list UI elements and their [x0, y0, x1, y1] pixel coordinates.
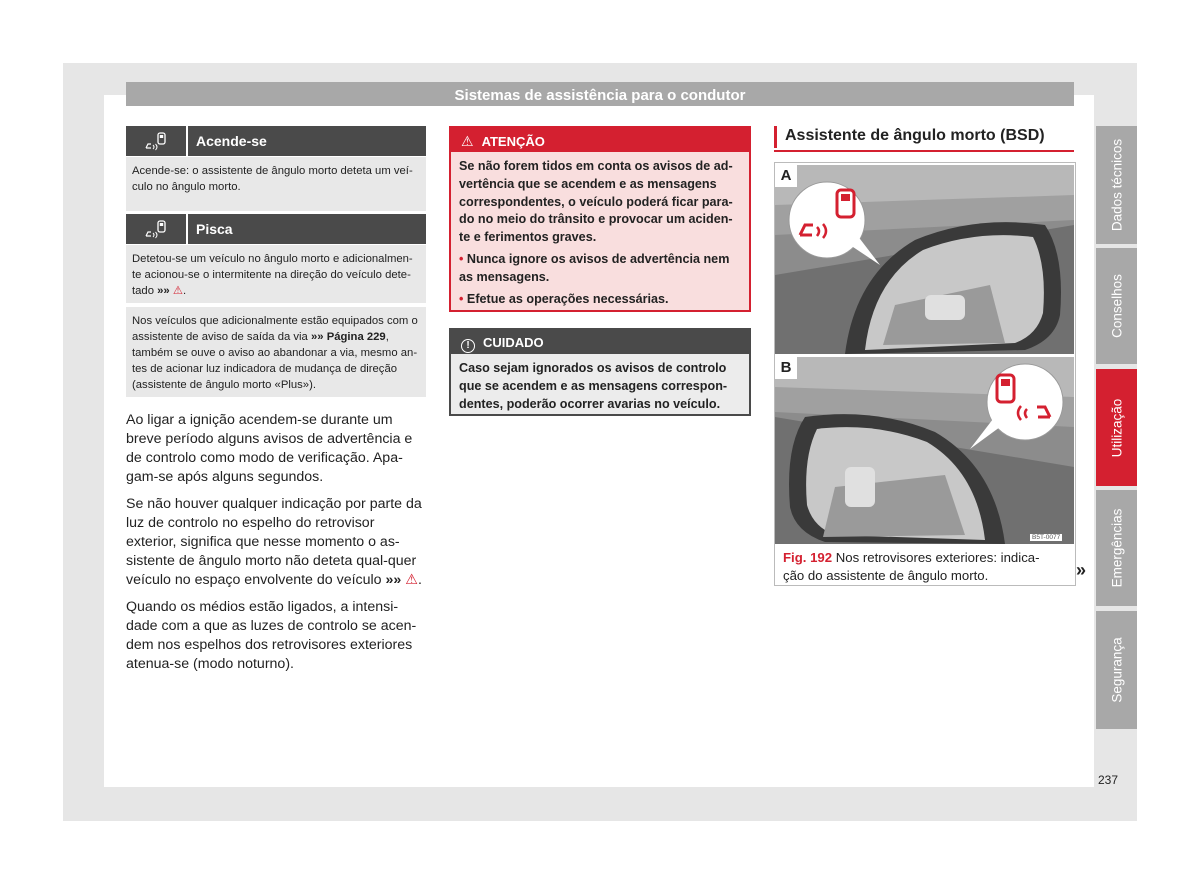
period: . [417, 572, 422, 588]
indicator-desc-blink-text: Detetou-se um veículo no ângulo morto e adicionalmen-te acionou-se o intermitente na direção do veículo dete-tado [132, 253, 413, 297]
tab-label: Conselhos [1109, 274, 1124, 338]
indicator-desc-blink [126, 245, 426, 303]
warning-bullet [459, 291, 741, 309]
section-title: Assistente de ângulo morto (BSD) [774, 126, 1085, 148]
warning-ref-icon: ⚠ [405, 572, 418, 588]
page-link[interactable]: »» Página 229 [310, 331, 386, 343]
reference-arrows: »» [157, 285, 170, 297]
indicator-header-lit [126, 126, 426, 156]
figure-label-a: A [775, 165, 797, 187]
tab-utilizacao[interactable] [1096, 369, 1137, 486]
mirror-photo-b [775, 357, 1074, 544]
page-number: 237 [1098, 773, 1119, 787]
tab-dados-tecnicos[interactable] [1096, 126, 1137, 244]
tab-label: Utilização [1109, 398, 1124, 457]
caution-header [451, 330, 749, 354]
indicator-title-lit: Acende-se [196, 133, 267, 149]
note-text-b: , também se ouve o aviso ao abandonar a via, mesmo an-tes de acionar luz indicadora de mudança de direção (assistente de ângulo morto «Plus»). [132, 331, 418, 391]
bullet-icon: • [459, 291, 464, 306]
warning-ref-icon: ⚠ [172, 285, 183, 297]
figure-code: B5T-0077 [1032, 534, 1061, 541]
indicator-title-blink: Pisca [196, 221, 233, 237]
paragraph-1: Ao ligar a ignição acendem-se durante um breve período alguns avisos de advertência e de controlo como modo de verificação. Apa-gam-se após alguns segundos. [126, 412, 413, 485]
bullet-icon: • [459, 251, 464, 266]
warning-icon: ⚠ [461, 133, 474, 149]
body-text [126, 411, 426, 682]
tab-label: Dados técnicos [1109, 138, 1124, 232]
warning-text: Se não forem tidos em conta os avisos de ad-vertência que se acendem e as mensagens correspondentes, o veículo poderá ficar para-do no meio do trânsito e provocar um aciden-te e ferimentos graves. [459, 159, 733, 245]
period: . [183, 285, 187, 297]
tab-conselhos[interactable] [1096, 248, 1137, 364]
warning-header [451, 128, 749, 152]
figure-caption [783, 549, 1059, 584]
caution-text: Caso sejam ignorados os avisos de controlo que se acendem e as mensagens correspon-dentes, poderão ocorrer avarias no veículo. [459, 361, 728, 411]
mirror-photo-a [775, 165, 1074, 354]
caution-icon: ! [461, 339, 475, 353]
continue-arrow: » [1076, 560, 1087, 580]
indicator-desc-lit: Acende-se: o assistente de ângulo morto deteta um veí-culo no ângulo morto. [126, 157, 426, 211]
section-divider [774, 150, 1074, 152]
tab-emergencias[interactable] [1096, 490, 1137, 606]
indicator-note [126, 307, 426, 397]
warning-box [449, 126, 751, 312]
blind-spot-lit-icon [126, 126, 188, 156]
caution-box [449, 328, 751, 416]
note-text-a: Nos veículos que adicionalmente estão equipados com o assistente de aviso de saída da via [132, 315, 418, 343]
paragraph-3: Quando os médios estão ligados, a intensi-dade com a que as luzes de controlo se acen-dem nos espelhos dos retrovisores exteriores atenua-se (modo noturno). [126, 599, 417, 672]
blind-spot-blink-icon [126, 214, 188, 244]
reference-arrows: »» [385, 572, 402, 588]
warning-bullet [459, 251, 741, 287]
warning-body [451, 152, 749, 308]
paragraph-2-text: Se não houver qualquer indicação por parte da luz de controlo no espelho do retrovisor exterior, significa que nesse momento o as-sistente de ângulo morto não deteta qual-quer veículo no espaço envolvente do veículo [126, 496, 422, 588]
figure-label-b: B [775, 357, 797, 379]
caution-title: CUIDADO [483, 335, 544, 350]
figure-number: Fig. 192 [783, 550, 833, 565]
caption-text: Nos retrovisores exteriores: indica-ção do assistente de ângulo morto. [783, 550, 1040, 583]
chapter-header: Sistemas de assistência para o condutor [126, 82, 1074, 106]
paragraph-2 [126, 495, 426, 590]
tab-label: Emergências [1109, 508, 1124, 588]
indicator-header-blink [126, 214, 426, 244]
tab-seguranca[interactable] [1096, 611, 1137, 729]
warning-bullet-text: Nunca ignore os avisos de advertência nem as mensagens. [459, 251, 730, 284]
warning-bullet-text: Efetue as operações necessárias. [466, 291, 669, 306]
tab-label: Segurança [1109, 637, 1124, 703]
warning-title: ATENÇÃO [481, 134, 545, 149]
